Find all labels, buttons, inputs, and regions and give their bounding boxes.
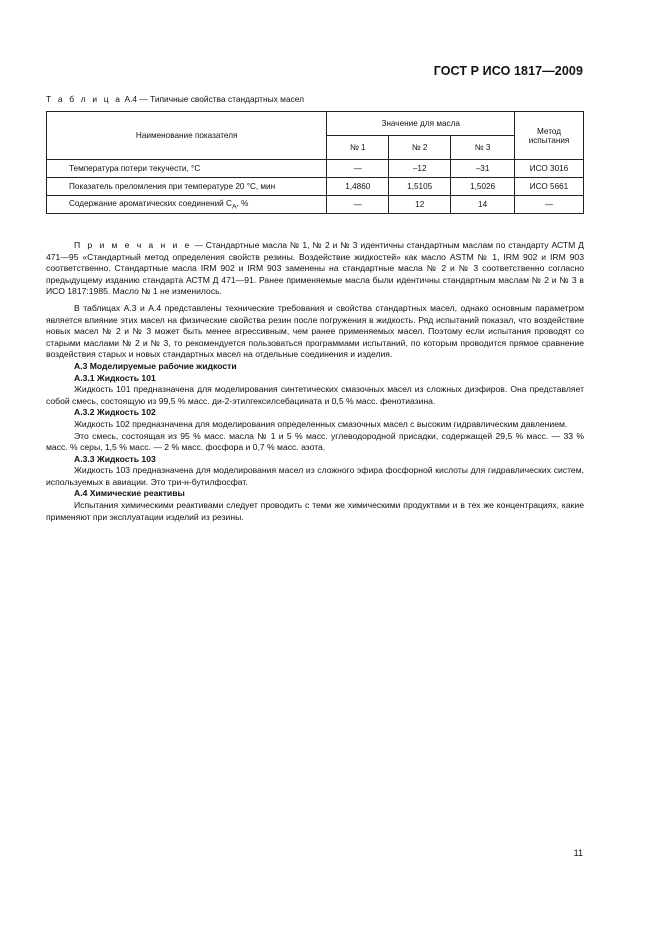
row-value-oil-3: 14 [451,196,515,214]
section-heading-a32: А.3.2 Жидкость 102 [74,407,156,418]
row-value-oil-2: 12 [389,196,451,214]
row-value-oil-2: –12 [389,160,451,178]
column-header-oil-2: № 2 [389,136,451,160]
column-header-value-group: Значение для масла [327,112,515,136]
table-header-row [47,112,584,136]
row-name-text: Содержание ароматических соединений C [69,198,232,208]
column-header-method: Метод испытания [515,112,584,160]
row-name-suffix: , % [236,198,249,208]
paragraph: Жидкость 103 предназначена для моделирования масел из сложного эфира фосфорной кислоты для гидравлических систем, используемых в авиации. Это три-н-бутилфосфат. [46,465,584,487]
section-heading-a31: А.3.1 Жидкость 101 [74,372,156,383]
row-value-oil-3: –31 [451,160,515,178]
section-heading-a4: А.4 Химические реактивы [74,488,185,499]
table-row [47,160,584,178]
paragraph: Жидкость 101 предназначена для моделирования синтетических смазочных масел из сложных диэфиров. Она представляет собой смесь, состоящую из 99,5 % масс. ди-2-этилгексилсебацината и 0,5 % масс. фенотиазина. [46,384,584,406]
row-value-oil-3: 1,5026 [451,178,515,196]
column-header-oil-1: № 1 [327,136,389,160]
table-caption [46,94,304,104]
row-name [47,196,327,214]
paragraph: Жидкость 102 предназначена для моделирования определенных смазочных масел с высоким гидравлическим давлением. [74,418,568,429]
table-caption-text: А.4 — Типичные свойства стандартных масел [124,94,305,104]
row-name: Показатель преломления при температуре 20 °С, мин [47,178,327,196]
row-value-oil-1: — [327,160,389,178]
row-method: ИСО 5661 [515,178,584,196]
row-value-oil-1: — [327,196,389,214]
document-standard-header: ГОСТ Р ИСО 1817—2009 [433,64,583,78]
oil-properties-table [46,111,584,214]
document-body [46,240,584,523]
paragraph: Это смесь, состоящая из 95 % масс. масла № 1 и 5 % масс. углеводородной присадки, содержащей 29,5 % масс. — 33 % масс. % серы, 1,5 % масс. — 2 % масс. фосфора и 0,7 % масс. азота. [46,430,584,453]
section-heading-a3: А.3 Моделируемые рабочие жидкости [74,360,237,371]
row-method: — [515,196,584,214]
row-value-oil-2: 1,5105 [389,178,451,196]
table-row [47,178,584,196]
paragraph: В таблицах А.3 и А.4 представлены технические требования и свойства стандартных масел, однако основным параметром является влияние этих масел на физические свойства резин после погружения в жидкость. Ряд испытаний показал, что воздействие новых масел № 2 и № 3 может быть менее агрессивным, чем ранее применяемых масел. Поэтому если испытания проводят со старыми маслами № 2 и № 3, то рекомендуется пользоваться программами испытаний, по которым проводится прямое сравнение воздействия старых и новых стандартных масел на отдельные соединения и изделия. [46,302,584,360]
column-header-oil-3: № 3 [451,136,515,160]
row-value-oil-1: 1,4860 [327,178,389,196]
table-row [47,196,584,214]
row-name: Температура потери текучести, °С [47,160,327,178]
column-header-name: Наименование показателя [47,112,327,160]
table-caption-prefix: Т а б л и ц а [46,94,123,104]
note-label: П р и м е ч а н и е [74,240,192,250]
paragraph: Испытания химическими реактивами следует проводить с теми же химическими продуктами и в тех же концентрациях, какие применяют при эксплуатации изделий из резины. [46,500,584,522]
row-name-subscript: A [231,203,237,211]
section-heading-a33: А.3.3 Жидкость 103 [74,453,156,464]
note-body: — Стандартные масла № 1, № 2 и № 3 идентичны стандартным маслам по стандарту АСТМ Д 471—95 «Стандартный метод определения свойств резины. Воздействие жидкостей» как масло ASTM № 1, IRM 902 и IRM 903 соответственно. Стандартные масла IRM 902 и IRM 903 заменены на стандартные масла № 2 и № 3 соответственно согласно предыдущему изданию стандарта АСТМ Д 471—91. Ранее применяемые масла были идентичны стандартным маслам № 2 и № 3 в ИСО 1817:1985. Масло № 1 не изменилось. [46,240,584,297]
note-paragraph [46,240,584,298]
row-method: ИСО 3016 [515,160,584,178]
page-number: 11 [573,848,583,858]
